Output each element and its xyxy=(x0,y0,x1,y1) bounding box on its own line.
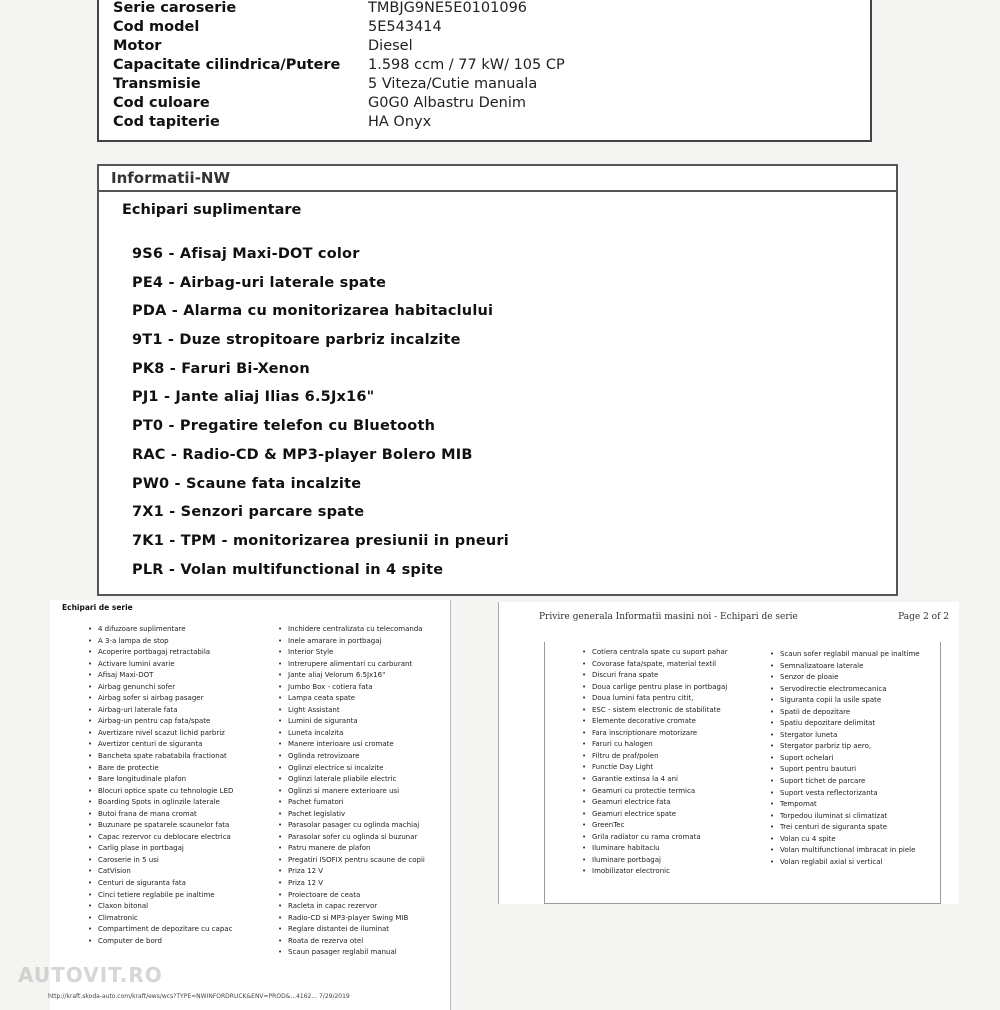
equipment-list-item: • Bare de protectie xyxy=(88,764,248,773)
spec-value: G0G0 Albastru Denim xyxy=(368,95,526,111)
page-2-frame xyxy=(544,642,941,904)
extra-equipment-item: PJ1 - Jante aliaj Ilias 6.5Jx16" xyxy=(132,389,375,406)
extra-equipment-item: RAC - Radio-CD & MP3-player Bolero MIB xyxy=(132,446,473,463)
equipment-list-item: • Cinci tetiere reglabile pe inaltime xyxy=(88,891,248,900)
equipment-list-item: • Filtru de praf/polen xyxy=(582,752,742,761)
extra-equipment-item: PLR - Volan multifunctional in 4 spite xyxy=(132,561,444,578)
equipment-list-item: • Racleta in capac rezervor xyxy=(278,902,438,911)
equipment-list-item: • Pachet fumatori xyxy=(278,798,438,807)
equipment-list-item: • Interior Style xyxy=(278,648,438,657)
standard-equipment-column-2 xyxy=(278,625,438,960)
equipment-list-item: • Bare longitudinale plafon xyxy=(88,775,248,784)
equipment-list-item: • Siguranta copii la usile spate xyxy=(770,696,930,705)
equipment-list-item: • Roata de rezerva otel xyxy=(278,937,438,946)
equipment-list-item: • Priza 12 V xyxy=(278,867,438,876)
equipment-list-item: • Grila radiator cu rama cromata xyxy=(582,833,742,842)
equipment-list-item: • Pachet legislativ xyxy=(278,810,438,819)
equipment-list-item: • Jumbo Box - cotiera fata xyxy=(278,683,438,692)
equipment-list-item: • Patru manere de plafon xyxy=(278,844,438,853)
equipment-list-item: • Oglinzi laterale pliabile electric xyxy=(278,775,438,784)
spec-value: TMBJG9NE5E0101096 xyxy=(368,0,528,16)
equipment-list-item: • Oglinda retrovizoare xyxy=(278,752,438,761)
equipment-list-item: • Reglare distantei de iluminat xyxy=(278,925,438,934)
nw-info-panel xyxy=(97,164,898,596)
equipment-list-item: • CatVision xyxy=(88,867,248,876)
equipment-list-item: • Parasolar sofer cu oglinda si buzunar xyxy=(278,833,438,842)
spec-label: Cod tapiterie xyxy=(113,114,220,130)
equipment-list-item: • Lumini de siguranta xyxy=(278,717,438,726)
page-number: Page 2 of 2 xyxy=(898,612,949,622)
extra-equipment-list xyxy=(132,246,509,590)
equipment-list-item: • Lampa ceata spate xyxy=(278,694,438,703)
equipment-list-item: • Iluminare portbagaj xyxy=(582,856,742,865)
standard-equipment-page-1 xyxy=(50,600,451,1010)
equipment-list-item: • Inele amarare in portbagaj xyxy=(278,637,438,646)
equipment-list-item: • Proiectoare de ceata xyxy=(278,891,438,900)
equipment-list-item: • Avertizare nivel scazut lichid parbriz xyxy=(88,729,248,738)
equipment-list-item: • Suport ochelari xyxy=(770,754,930,763)
extra-equipment-item: PE4 - Airbag-uri laterale spate xyxy=(132,274,387,291)
equipment-list-item: • Faruri cu halogen xyxy=(582,740,742,749)
equipment-list-item: • Computer de bord xyxy=(88,937,248,946)
equipment-list-item: • Doua carlige pentru plase in portbagaj xyxy=(582,683,742,692)
equipment-list-item: • Geamuri electrice fata xyxy=(582,798,742,807)
equipment-list-item: • Manere interioare usi cromate xyxy=(278,740,438,749)
equipment-list-item: • Spatii de depozitare xyxy=(770,708,930,717)
equipment-list-item: • Scaun pasager reglabil manual xyxy=(278,948,438,957)
equipment-list-item: • Radio-CD si MP3-player Swing MIB xyxy=(278,914,438,923)
equipment-list-item: • Fara inscriptionare motorizare xyxy=(582,729,742,738)
equipment-list-item: • A 3-a lampa de stop xyxy=(88,637,248,646)
equipment-list-item: • ESC - sistem electronic de stabilitate xyxy=(582,706,742,715)
vehicle-specs-panel xyxy=(97,0,872,142)
equipment-list-item: • Light Assistant xyxy=(278,706,438,715)
equipment-list-item: • Scaun sofer reglabil manual pe inaltime xyxy=(770,650,930,659)
spec-label: Serie caroserie xyxy=(113,0,237,16)
equipment-list-item: • Geamuri electrice spate xyxy=(582,810,742,819)
equipment-list-item: • Climatronic xyxy=(88,914,248,923)
equipment-list-item: • Volan cu 4 spite xyxy=(770,835,930,844)
equipment-list-item: • Luneta incalzita xyxy=(278,729,438,738)
equipment-list-item: • Capac rezervor cu deblocare electrica xyxy=(88,833,248,842)
equipment-list-item: • Afisaj Maxi-DOT xyxy=(88,671,248,680)
equipment-list-item: • Imobilizator electronic xyxy=(582,867,742,876)
equipment-list-item: • Compartiment de depozitare cu capac xyxy=(88,925,248,934)
equipment-list-item: • Buzunare pe spatarele scaunelor fata xyxy=(88,821,248,830)
equipment-list-item: • Activare lumini avarie xyxy=(88,660,248,669)
equipment-list-item: • Suport pentru bauturi xyxy=(770,765,930,774)
equipment-list-item: • Garantie extinsa la 4 ani xyxy=(582,775,742,784)
page-2-column-1 xyxy=(582,648,742,879)
spec-label: Transmisie xyxy=(113,76,201,92)
equipment-list-item: • Centuri de siguranta fata xyxy=(88,879,248,888)
extra-equipment-item: PDA - Alarma cu monitorizarea habitaclului xyxy=(132,303,494,320)
equipment-list-item: • Oglinzi electrice si incalzite xyxy=(278,764,438,773)
extra-equipment-item: 9S6 - Afisaj Maxi-DOT color xyxy=(132,246,360,262)
equipment-list-item: • Suport tichet de parcare xyxy=(770,777,930,786)
equipment-list-item: • Claxon bitonal xyxy=(88,902,248,911)
equipment-list-item: • Volan reglabil axial si vertical xyxy=(770,858,930,867)
equipment-list-item: • Covorase fata/spate, material textil xyxy=(582,660,742,669)
equipment-list-item: • Stergator luneta xyxy=(770,731,930,740)
extra-equipment-item: PT0 - Pregatire telefon cu Bluetooth xyxy=(132,418,436,435)
equipment-list-item: • Caroserie in 5 usi xyxy=(88,856,248,865)
extra-equipment-item: 7K1 - TPM - monitorizarea presiunii in pneuri xyxy=(132,532,509,549)
spec-value: 1.598 ccm / 77 kW/ 105 CP xyxy=(368,57,565,73)
equipment-list-item: • Torpedou iluminat si climatizat xyxy=(770,812,930,821)
equipment-list-item: • Jante aliaj Velorum 6.5Jx16" xyxy=(278,671,438,680)
equipment-list-item: • Airbag sofer si airbag pasager xyxy=(88,694,248,703)
spec-label: Cod model xyxy=(113,19,200,35)
equipment-list-item: • Servodirectie electromecanica xyxy=(770,685,930,694)
nw-panel-header: Informatii-NW xyxy=(99,166,896,192)
equipment-list-item: • Boarding Spots in oglinzile laterale xyxy=(88,798,248,807)
extra-equipment-item: 9T1 - Duze stropitoare parbriz incalzite xyxy=(132,332,461,349)
equipment-list-item: • Pregatiri ISOFIX pentru scaune de copii xyxy=(278,856,438,865)
equipment-list-item: • Tempomat xyxy=(770,800,930,809)
equipment-list-item: • Airbag genunchi sofer xyxy=(88,683,248,692)
spec-value: Diesel xyxy=(368,38,413,54)
equipment-list-item: • Spatiu depozitare delimitat xyxy=(770,719,930,728)
spec-label: Motor xyxy=(113,38,162,54)
extra-equipment-item: 7X1 - Senzori parcare spate xyxy=(132,504,365,521)
spec-value: 5 Viteza/Cutie manuala xyxy=(368,76,538,92)
equipment-list-item: • Cotiera centrala spate cu suport pahar xyxy=(582,648,742,657)
equipment-list-item: • Avertizor centuri de siguranta xyxy=(88,740,248,749)
equipment-list-item: • Airbag-un pentru cap fata/spate xyxy=(88,717,248,726)
equipment-list-item: • Inchidere centralizata cu telecomanda xyxy=(278,625,438,634)
equipment-list-item: • Stergator parbriz tip aero, xyxy=(770,742,930,751)
spec-label: Capacitate cilindrica/Putere xyxy=(113,57,341,73)
equipment-list-item: • Acoperire portbagaj retractabila xyxy=(88,648,248,657)
equipment-list-item: • Volan multifunctional imbracat in piele xyxy=(770,846,930,855)
equipment-list-item: • Airbag-uri laterale fata xyxy=(88,706,248,715)
equipment-list-item: • Doua lumini fata pentru citit, xyxy=(582,694,742,703)
equipment-list-item: • Butoi frana de mana cromat xyxy=(88,810,248,819)
spec-label: Cod culoare xyxy=(113,95,210,111)
equipment-list-item: • GreenTec xyxy=(582,821,742,830)
standard-equipment-column-1 xyxy=(88,625,248,948)
equipment-list-item: • Blocuri optice spate cu tehnologie LED xyxy=(88,787,248,796)
equipment-list-item: • Trei centuri de siguranta spate xyxy=(770,823,930,832)
watermark-logo: AUTOVIT.RO xyxy=(18,963,163,987)
equipment-list-item: • Intrerupere alimentari cu carburant xyxy=(278,660,438,669)
equipment-list-item: • Iluminare habitaclu xyxy=(582,844,742,853)
footer-url: http://kraft.skoda-auto.com/kraft/ews/wcs?TYPE=NWINFORDRUCK&ENV=PROD&...4162... 7/29/2019 xyxy=(48,993,350,1000)
page-2-title: Privire generala Informatii masini noi - Echipari de serie xyxy=(539,612,798,622)
equipment-list-item: • Parasolar pasager cu oglinda machiaj xyxy=(278,821,438,830)
extra-equipment-item: PK8 - Faruri Bi-Xenon xyxy=(132,360,310,377)
equipment-list-item: • Carlig plase in portbagaj xyxy=(88,844,248,853)
equipment-list-item: • Elemente decorative cromate xyxy=(582,717,742,726)
equipment-list-item: • Discuri frana spate xyxy=(582,671,742,680)
equipment-list-item: • Bancheta spate rabatabila fractionat xyxy=(88,752,248,761)
equipment-list-item: • Oglinzi si manere exterioare usi xyxy=(278,787,438,796)
equipment-list-item: • Functie Day Light xyxy=(582,763,742,772)
spec-value: 5E543414 xyxy=(368,19,442,35)
equipment-list-item: • Geamuri cu protectie termica xyxy=(582,787,742,796)
equipment-list-item: • Suport vesta reflectorizanta xyxy=(770,789,930,798)
page-2-column-2 xyxy=(770,650,930,869)
equipment-list-item: • Priza 12 V xyxy=(278,879,438,888)
equipment-list-item: • Senzor de ploaie xyxy=(770,673,930,682)
standard-equipment-title: Echipari de serie xyxy=(62,603,133,612)
equipment-list-item: • Semnalizatoare laterale xyxy=(770,662,930,671)
spec-value: HA Onyx xyxy=(368,114,432,130)
extra-equipment-title: Echipari suplimentare xyxy=(122,202,302,218)
extra-equipment-item: PW0 - Scaune fata incalzite xyxy=(132,475,362,492)
standard-equipment-page-2 xyxy=(498,602,959,904)
equipment-list-item: • 4 difuzoare suplimentare xyxy=(88,625,248,634)
